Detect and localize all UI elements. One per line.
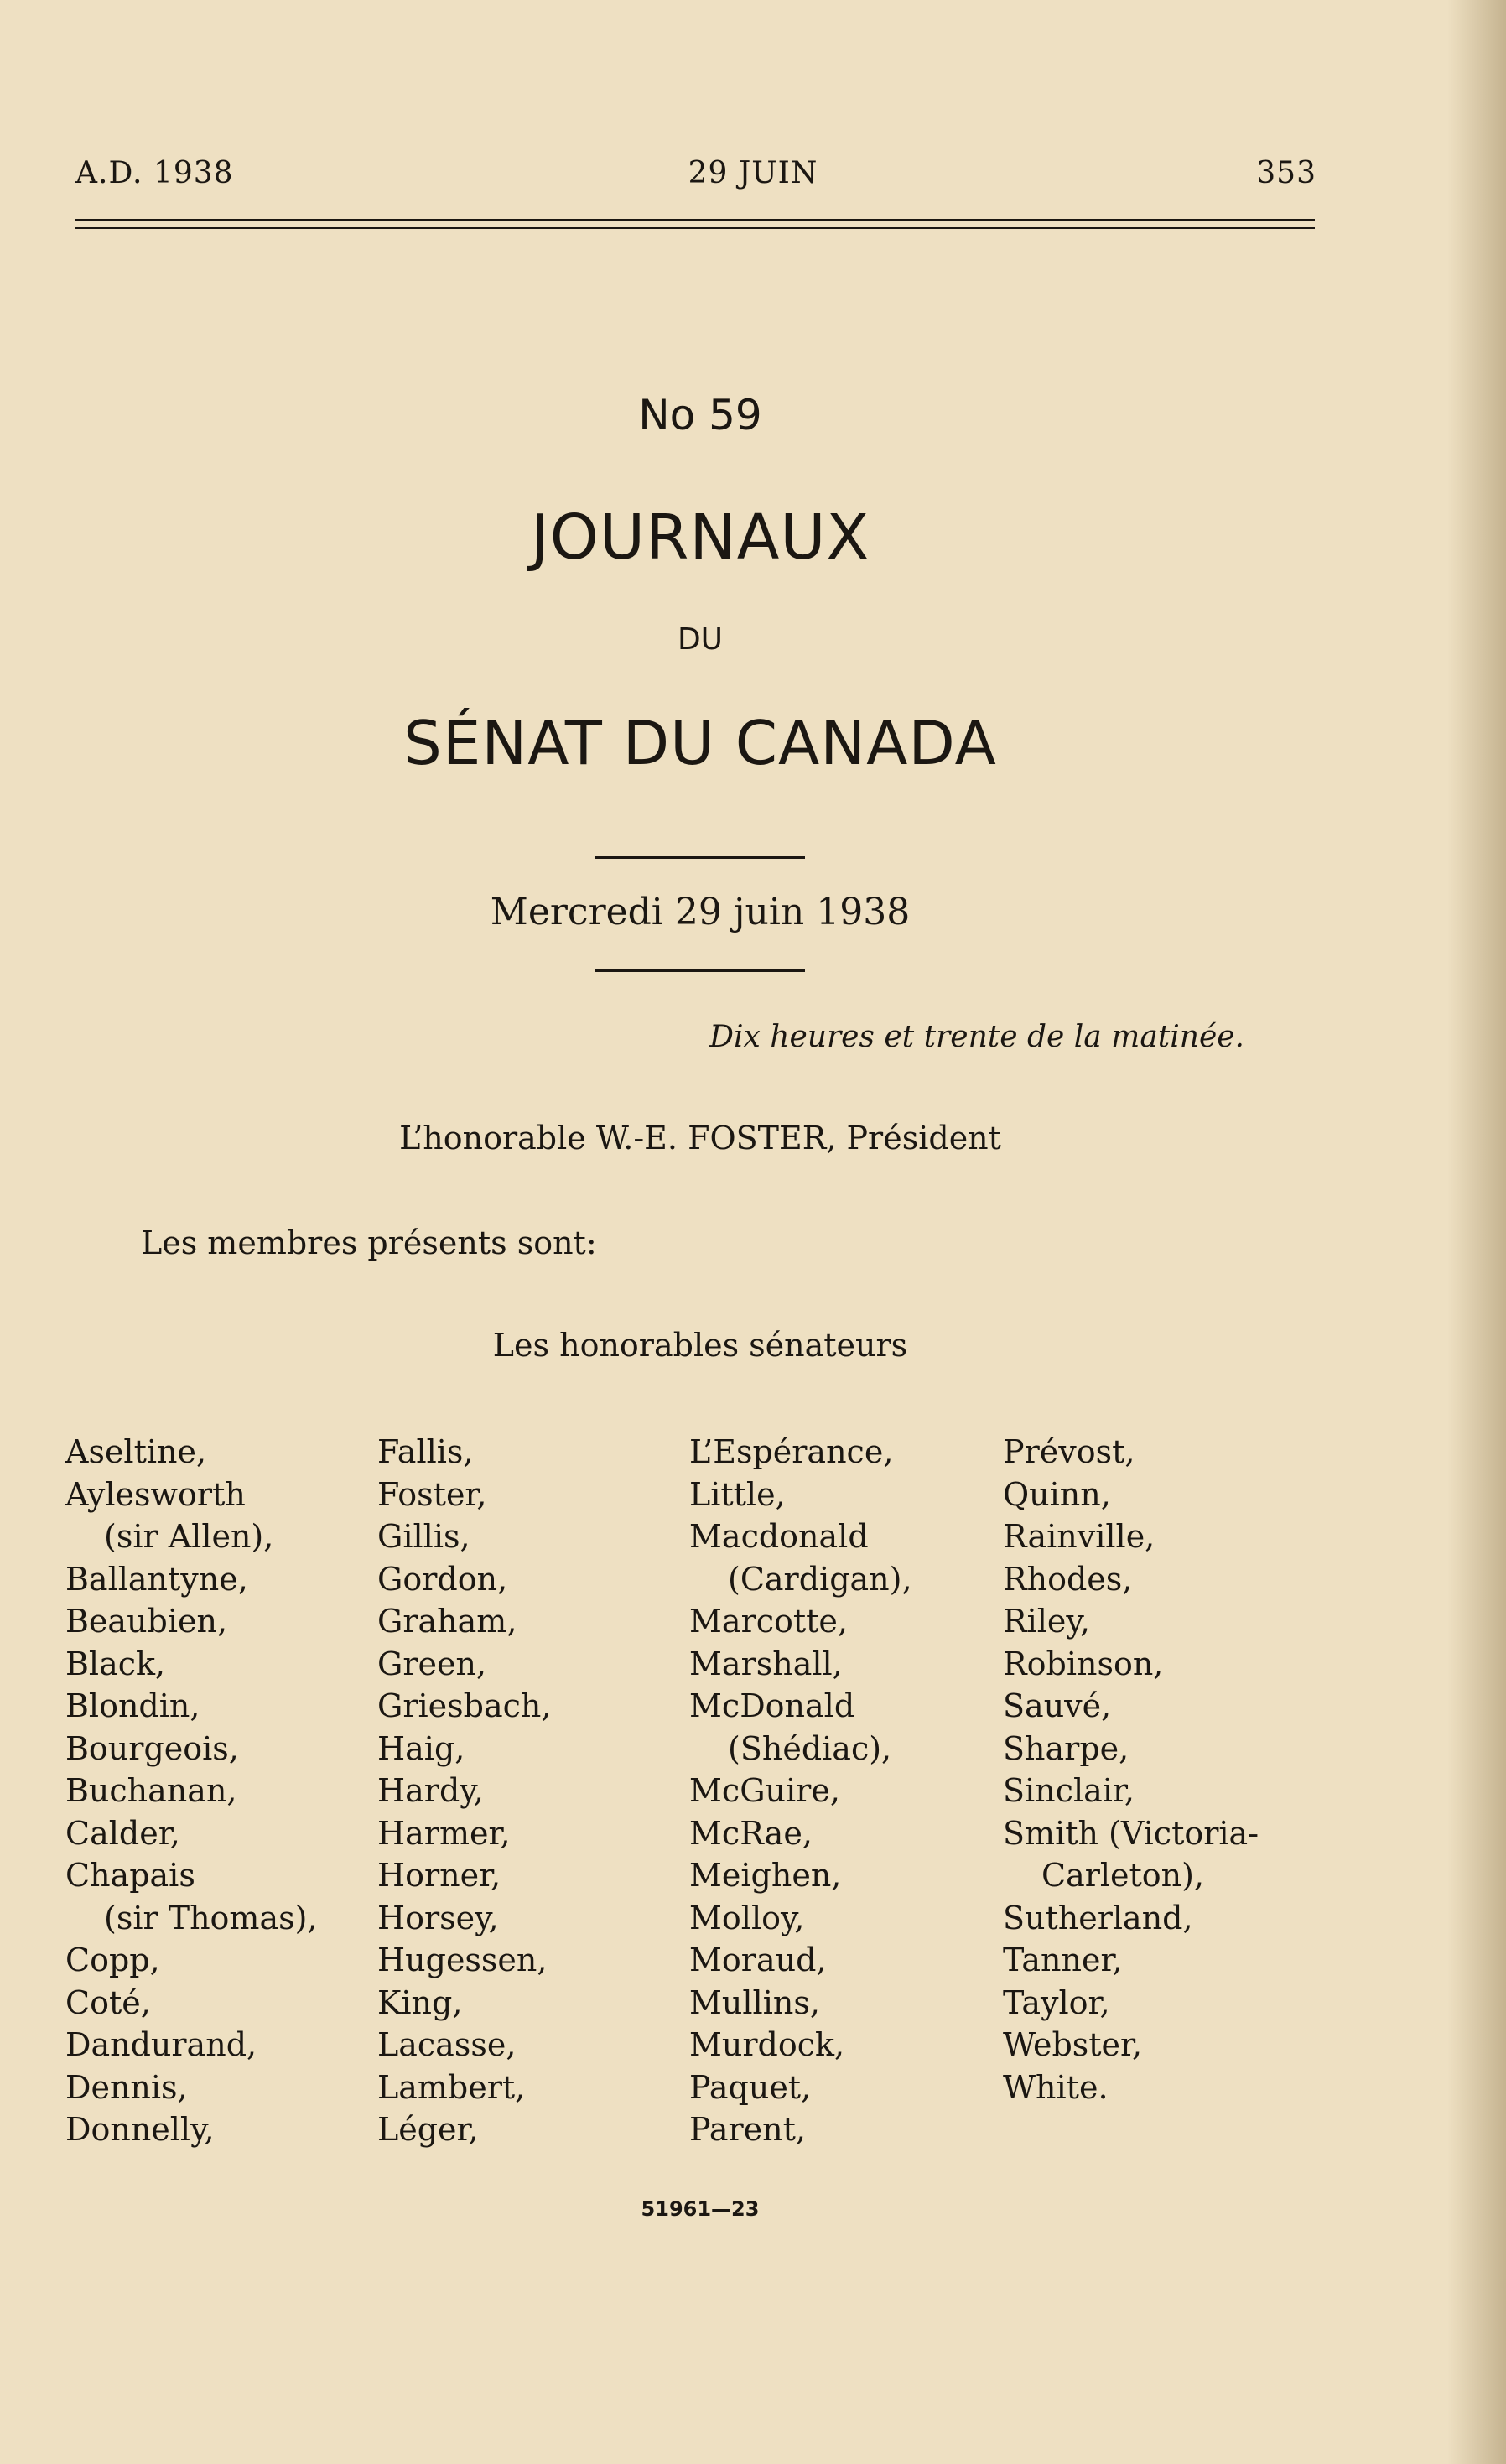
page-number: 353 (1256, 156, 1316, 190)
senator-name: Graham, (377, 1603, 517, 1640)
senator-name: Chapais (65, 1857, 195, 1894)
senator-name: Murdock, (689, 2026, 845, 2063)
senator-name: White. (1003, 2068, 1109, 2106)
senator-name: Robinson, (1003, 1645, 1164, 1682)
senator-name: Lacasse, (377, 2026, 517, 2063)
page-edge-shadow (1447, 0, 1506, 2464)
senator-name: Meighen, (689, 1857, 842, 1894)
senator-name: Moraud, (689, 1942, 827, 1978)
senator-name: McRae, (689, 1814, 813, 1852)
senator-name: Little, (689, 1475, 786, 1513)
senator-name: Coté, (65, 1983, 151, 2021)
senator-name: Tanner, (1003, 1942, 1123, 1978)
print-code-footnote: 51961—23 (641, 2197, 760, 2221)
members-intro: Les membres présents sont: (141, 1224, 597, 1261)
senator-name: Sutherland, (1003, 1899, 1193, 1936)
divider-top (595, 856, 805, 859)
title-journaux: JOURNAUX (530, 502, 870, 574)
senator-name: Lambert, (377, 2068, 526, 2106)
senator-name: Webster, (1003, 2026, 1143, 2063)
senator-name-continued: (Shédiac), (728, 1729, 892, 1767)
senator-name: Aseltine, (65, 1433, 207, 1470)
senators-heading: Les honorables sénateurs (492, 1327, 908, 1364)
president-line: L’honorable W.-E. FOSTER, Président (399, 1120, 1001, 1157)
senator-name: Beaubien, (65, 1603, 228, 1640)
senator-name: Parent, (689, 2111, 806, 2148)
senator-name: King, (377, 1983, 463, 2021)
title-du: DU (677, 622, 724, 657)
senator-name: McDonald (689, 1687, 855, 1724)
senator-name: Black, (65, 1645, 166, 1682)
senator-name: Taylor, (1003, 1983, 1110, 2021)
senator-name: Buchanan, (65, 1772, 237, 1809)
senator-name: Rainville, (1003, 1518, 1155, 1555)
sitting-time: Dix heures et trente de la matinée. (709, 1020, 1244, 1054)
senator-column-2 (377, 1431, 551, 2151)
senator-name: McGuire, (689, 1772, 840, 1809)
journal-number: No 59 (638, 391, 762, 439)
senator-name: Blondin, (65, 1687, 200, 1724)
senator-name: Léger, (377, 2111, 479, 2148)
senator-name: Prévost, (1003, 1433, 1135, 1470)
senator-name: Aylesworth (65, 1475, 246, 1513)
senator-name: Quinn, (1003, 1475, 1111, 1513)
senator-name: Smith (Victoria- (1003, 1814, 1259, 1852)
senator-name: Sauvé, (1003, 1687, 1112, 1724)
senator-name: Dennis, (65, 2068, 188, 2106)
senator-name: Haig, (377, 1729, 465, 1767)
senator-name: Gordon, (377, 1560, 508, 1598)
senator-name: Paquet, (689, 2068, 812, 2106)
senator-name: Marcotte, (689, 1603, 848, 1640)
senator-name: Green, (377, 1645, 487, 1682)
senator-column-4 (1003, 1431, 1259, 2108)
senator-name: Sharpe, (1003, 1729, 1130, 1767)
senator-name: Sinclair, (1003, 1772, 1135, 1809)
senator-name: Macdonald (689, 1518, 869, 1555)
senator-name: Horsey, (377, 1899, 499, 1936)
senator-name: Calder, (65, 1814, 180, 1852)
senator-name: Ballantyne, (65, 1560, 248, 1598)
senator-name: Mullins, (689, 1983, 820, 2021)
senator-name-continued: Carleton), (1041, 1857, 1205, 1894)
senator-name-continued: (sir Allen), (104, 1518, 274, 1555)
header-date: 29 JUIN (688, 156, 818, 190)
senator-name: Copp, (65, 1942, 160, 1978)
header-year: A.D. 1938 (75, 156, 234, 190)
senator-name: L’Espérance, (689, 1433, 894, 1470)
senator-name: Hugessen, (377, 1942, 548, 1978)
senator-name: Dandurand, (65, 2026, 257, 2063)
title-senat: SÉNAT DU CANADA (403, 708, 997, 778)
header-rule-bottom (75, 227, 1315, 229)
senator-name: Hardy, (377, 1772, 484, 1809)
divider-bottom (595, 969, 805, 972)
sitting-date: Mercredi 29 juin 1938 (490, 891, 911, 933)
senator-column-1 (65, 1431, 318, 2151)
senator-name: Bourgeois, (65, 1729, 239, 1767)
senator-name: Rhodes, (1003, 1560, 1133, 1598)
senator-name: Marshall, (689, 1645, 843, 1682)
senator-name: Riley, (1003, 1603, 1090, 1640)
header-rule-top (75, 219, 1315, 221)
senator-name-continued: (sir Thomas), (104, 1899, 318, 1936)
senator-name: Gillis, (377, 1518, 470, 1555)
senator-name: Molloy, (689, 1899, 805, 1936)
senator-name: Fallis, (377, 1433, 474, 1470)
senator-name: Griesbach, (377, 1687, 552, 1724)
senator-column-3 (689, 1431, 912, 2151)
senator-name: Horner, (377, 1857, 501, 1894)
senator-name: Foster, (377, 1475, 487, 1513)
senator-name: Harmer, (377, 1814, 511, 1852)
senator-name: Donnelly, (65, 2111, 215, 2148)
senator-name-continued: (Cardigan), (728, 1560, 912, 1598)
